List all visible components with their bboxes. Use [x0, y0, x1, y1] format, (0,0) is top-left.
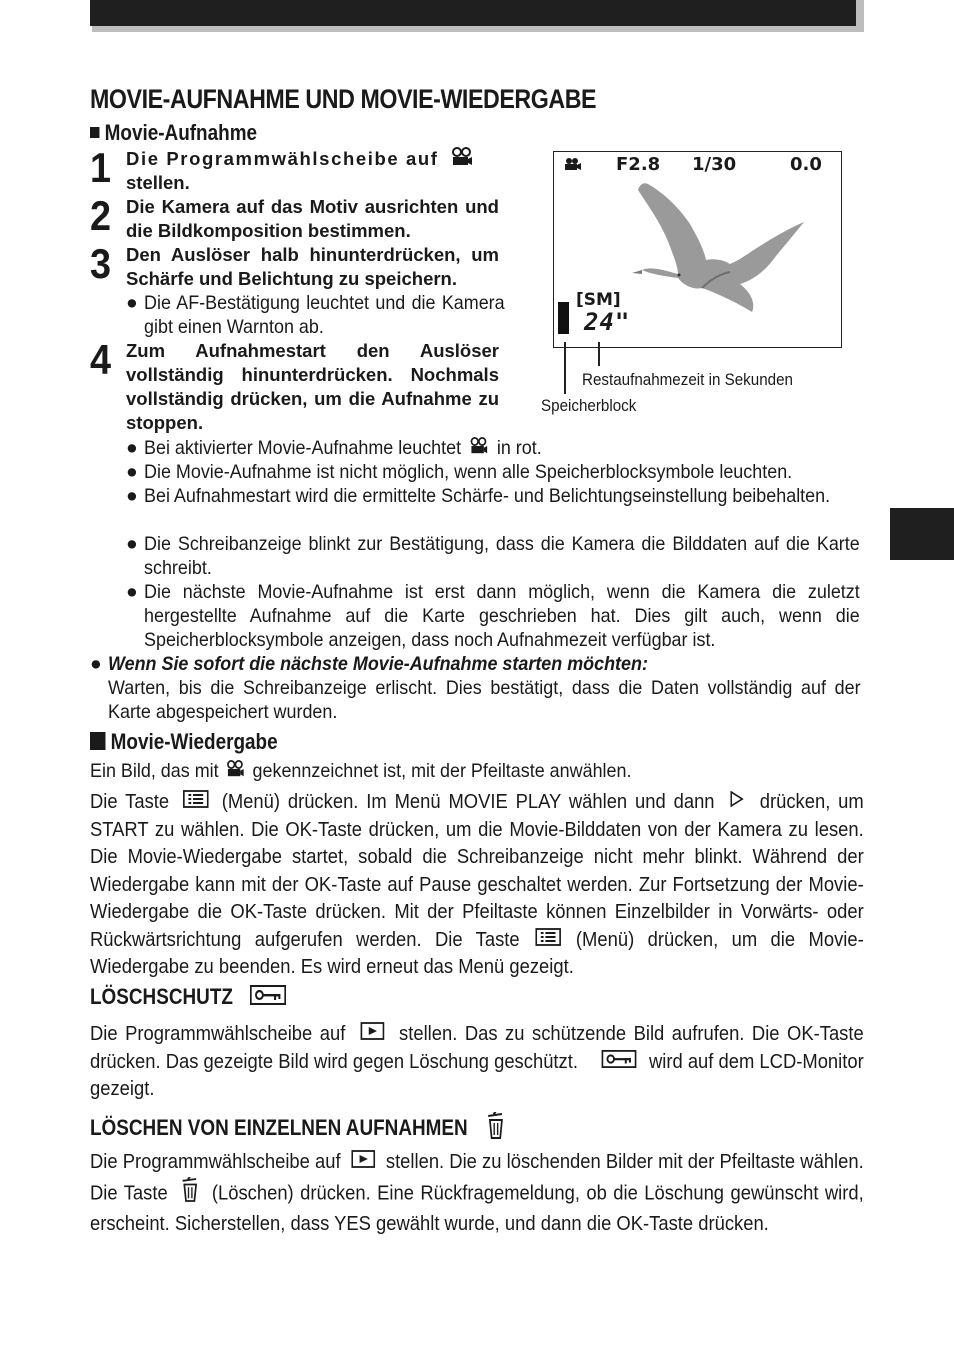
step-text: Den Auslöser halb hinunterdrücken, um Schärfe und Belichtung zu speichern. [126, 244, 499, 289]
protect-heading-text: LÖSCHSCHUTZ [90, 984, 233, 1009]
right-arrow-icon [730, 789, 745, 817]
step-bullet: ● Die AF-Bestätigung leuchtet und die Kamera gibt einen Warnton ab. [126, 292, 505, 338]
erase-heading-text: LÖSCHEN VON EINZELNEN AUFNAHMEN [90, 1114, 468, 1140]
erase-text: Die Programmwählscheibe auf [90, 1151, 341, 1174]
callout-line-time [598, 342, 600, 366]
protect-icon [602, 1049, 637, 1077]
step-number: 2 [90, 192, 112, 239]
recording-heading-text: Movie-Aufnahme [104, 120, 258, 145]
lcd-remaining-time: 24" [584, 308, 631, 336]
note-bullet-text: Bei aktivierter Movie-Aufnahme leuchtet [144, 437, 462, 459]
step-text: Zum Aufnahmestart den Auslöser vollständig hinunterdrücken. Nochmals vollständig drücken, um die Aufnahme zu stoppen. [126, 340, 499, 433]
chapter-tab [890, 508, 954, 560]
note-bullet: ● Bei Aufnahmestart wird die ermittelte Schärfe- und Belichtungseinstellung beibehalten. [126, 484, 864, 508]
callout-memory-block: Speicherblock [541, 397, 637, 415]
erase-paragraph [90, 1149, 864, 1239]
note-bullet-text: Die nächste Movie-Aufnahme ist erst dann möglich, wenn die Kamera die zuletzt hergestellte Aufnahme auf die Karte geschrieben hat. Dies gilt auch, wenn die Speicherblocksymbole anzeigen, dass noch Aufnahmezeit verfügbar ist. [144, 581, 860, 651]
protect-text: Die Programmwählscheibe auf [90, 1023, 346, 1046]
note-bullet: ● Die Movie-Aufnahme ist nicht möglich, wenn alle Speicherblocksymbole leuchten. [126, 460, 864, 484]
playback-paragraph [90, 789, 864, 982]
callout-remaining-time: Restaufnahmezeit in Sekunden [582, 371, 793, 389]
playback-intro-text: gekennzeichnet ist, mit der Pfeiltaste anwählen. [252, 760, 632, 782]
note-bullet-text: in rot. [496, 437, 542, 459]
step-text-part: Die Programmwählscheibe auf [126, 148, 439, 169]
erase-icon [180, 1177, 200, 1212]
page-title: MOVIE-AUFNAHME UND MOVIE-WIEDERGABE [90, 84, 597, 114]
movie-mode-icon [564, 157, 582, 176]
lcd-shutter: 1/30 [692, 154, 737, 175]
protect-text: stellen. Das zu schützende Bild aufrufen. Die OK-Taste drücken. Das gezeigte Bild wird gegen Löschung geschützt. [90, 1023, 864, 1073]
callout-line-block [564, 342, 566, 394]
step-bullet-text: Die AF-Bestätigung leuchtet und die Kamera gibt einen Warnton ab. [144, 292, 505, 338]
section-heading-erase [90, 1112, 506, 1146]
step-number: 1 [90, 144, 112, 191]
square-bullet-icon [90, 732, 105, 750]
note-bullet: ● Die nächste Movie-Aufnahme ist erst dann möglich, wenn die Kamera die zuletzt hergestellte Aufnahme auf die Karte geschrieben hat. Dies gilt auch, wenn die Speicherblocksymbole anzeigen, dass noch Aufnahmezeit verfügbar ist. [126, 581, 860, 651]
erase-text: (Löschen) drücken. Eine Rückfragemeldung, ob die Löschung gewünscht wird, erscheint. Sicherstellen, dass YES gewählt wurde, und dann die OK-Taste drücken. [90, 1182, 864, 1236]
note-bullet-text: Bei Aufnahmestart wird die ermittelte Schärfe- und Belichtungseinstellung beibehalten. [144, 485, 831, 507]
movie-icon [451, 147, 473, 173]
step-number: 4 [90, 336, 112, 383]
section-heading-recording [90, 120, 257, 146]
tip-block: ● Wenn Sie sofort die nächste Movie-Aufnahme starten möchten: Warten, bis die Schreibanzeige erlischt. Dies bestätigt, dass die Daten vollständig auf der Karte abgespeichert wurden. [90, 653, 861, 723]
step-number: 3 [90, 240, 112, 287]
header-bar [90, 0, 856, 26]
section-heading-protect [90, 984, 286, 1011]
playback-text: (Menü) drücken. Im Menü MOVIE PLAY wählen und dann [221, 791, 715, 814]
protect-icon [250, 985, 286, 1011]
lcd-exposure: 0.0 [790, 154, 822, 175]
lcd-aperture: F2.8 [616, 154, 661, 175]
lcd-monitor-illustration [553, 151, 842, 348]
header-bar-shadow [92, 26, 864, 32]
play-icon [351, 1149, 375, 1177]
menu-icon [183, 789, 209, 817]
playback-text: drücken, um START zu wählen. Die OK-Taste drücken, um die Movie-Bilddaten von der Kamera zu lesen. Die Movie-Wiedergabe startet, sobald die Schreibanzeige nicht mehr blinkt. Während der Wiedergabe kann mit der OK-Taste auf Pause geschaltet werden. Zur Fortsetzung der Movie-Wiedergabe die OK-Taste drücken. Mit der Pfeiltaste können Einzelbilder in Vorwärts- oder Rückwärtsrichtung aufgerufen werden. Die Taste [90, 791, 864, 951]
protect-paragraph [90, 1021, 864, 1104]
note-bullet-text: Die Movie-Aufnahme ist nicht möglich, wenn alle Speicherblocksymbole leuchten. [144, 461, 793, 483]
playback-text: Die Taste [90, 791, 170, 814]
tip-text: Warten, bis die Schreibanzeige erlischt. Dies bestätigt, dass die Daten vollständig auf der Karte abgespeichert wurden. [108, 677, 861, 723]
playback-heading-text: Movie-Wiedergabe [110, 729, 278, 754]
playback-text: (Menü) drücken, um die Movie-Wiedergabe zu beenden. Es wird erneut das Menü gezeigt. [90, 928, 864, 979]
note-bullet-text: Die Schreibanzeige blinkt zur Bestätigung, dass die Kamera die Bilddaten auf die Karte schreibt. [144, 533, 860, 579]
playback-intro [90, 759, 864, 784]
protect-text: wird auf dem LCD-Monitor gezeigt. [90, 1050, 864, 1101]
erase-text: stellen. Die zu löschenden Bilder mit der Pfeiltaste wählen. Die Taste [90, 1151, 864, 1205]
playback-intro-text: Ein Bild, das mit [90, 760, 219, 782]
step-text: Die Kamera auf das Motiv ausrichten und die Bildkomposition bestimmen. [126, 196, 499, 241]
note-bullet: ● Die Schreibanzeige blinkt zur Bestätigung, dass die Kamera die Bilddaten auf die Karte schreibt. [126, 533, 860, 579]
menu-icon [535, 927, 561, 955]
tip-title: Wenn Sie sofort die nächste Movie-Aufnahme starten möchten: [108, 653, 648, 675]
square-bullet-icon [90, 127, 99, 138]
movie-icon [470, 437, 488, 461]
play-icon [360, 1021, 384, 1049]
section-heading-playback [90, 729, 278, 755]
lcd-quality: [SM] [576, 290, 621, 310]
step-text [126, 147, 499, 173]
header-bar-shadow-edge [856, 0, 864, 32]
step-text-cont: stellen. [126, 172, 190, 193]
erase-icon [485, 1112, 506, 1146]
note-bullet: ● Bei aktivierter Movie-Aufnahme leuchtet in rot. [126, 437, 542, 459]
movie-icon [226, 760, 244, 784]
